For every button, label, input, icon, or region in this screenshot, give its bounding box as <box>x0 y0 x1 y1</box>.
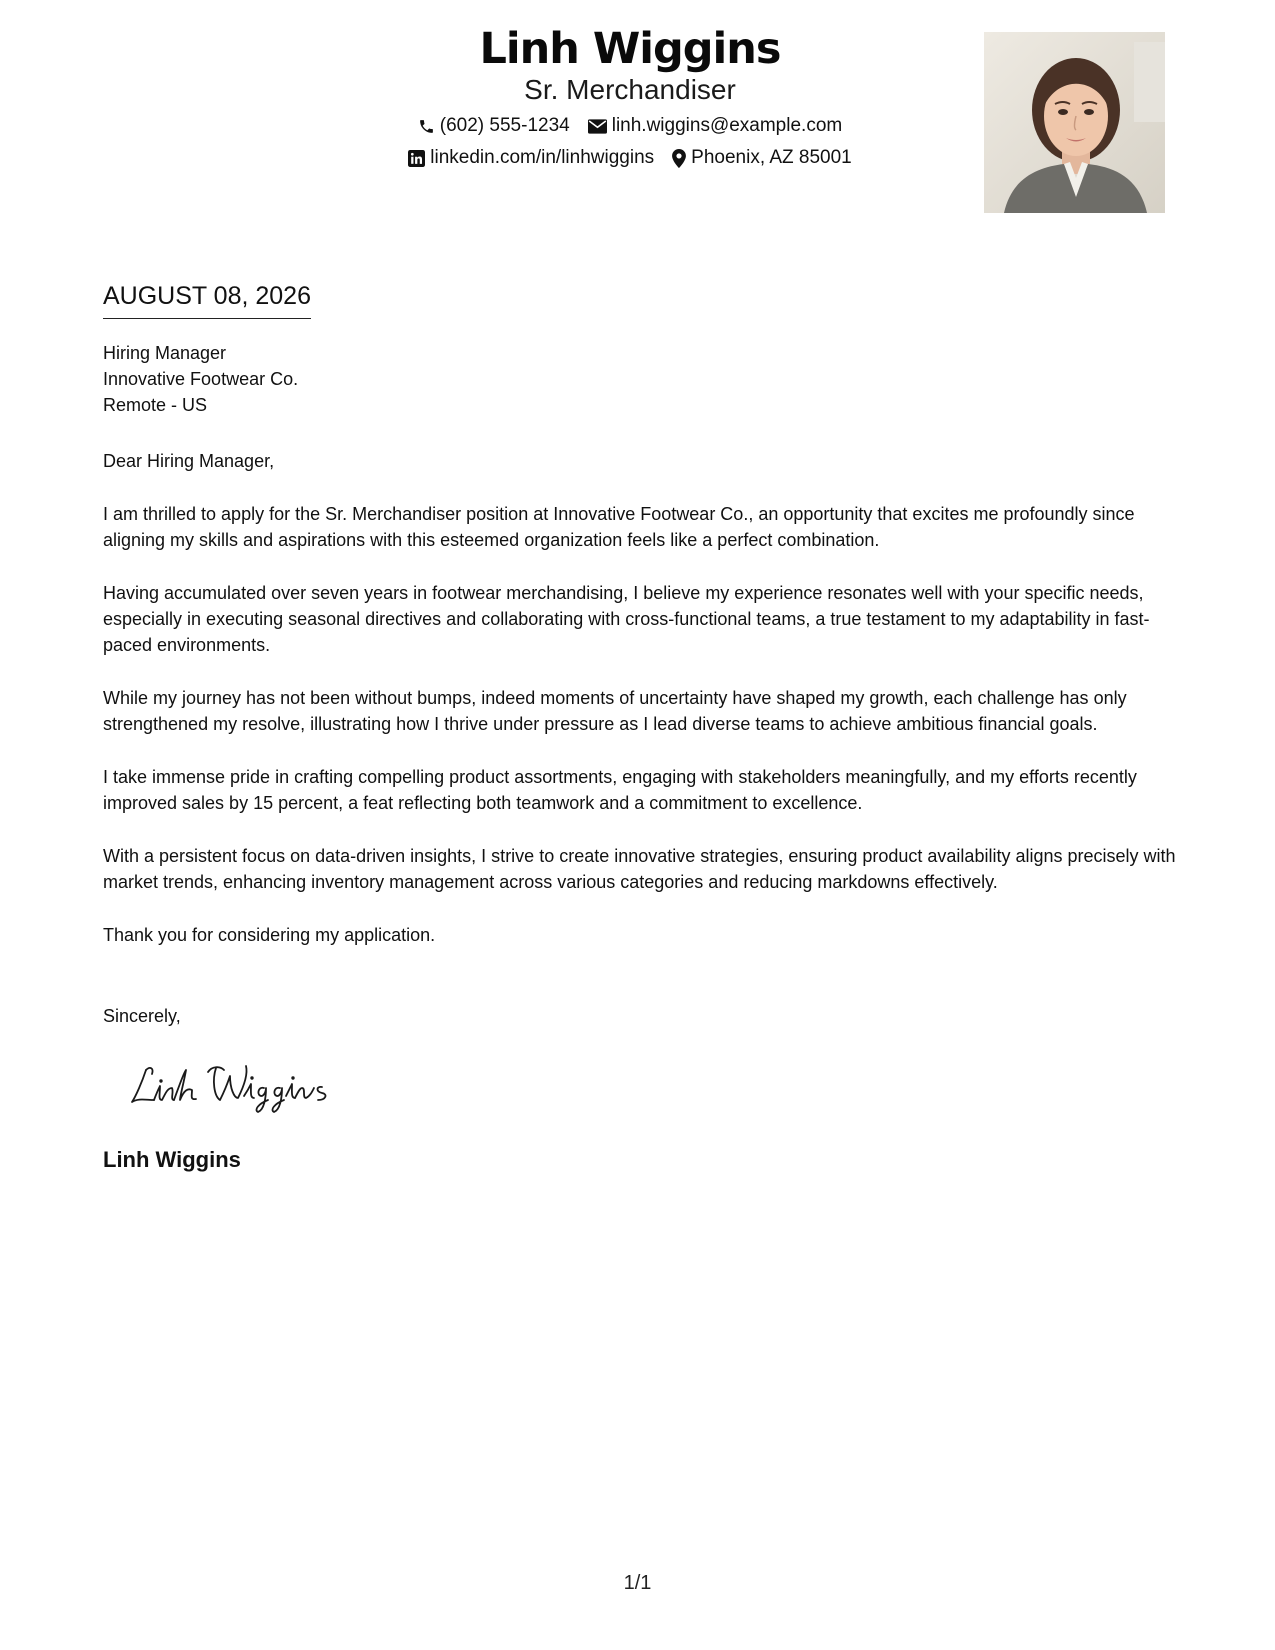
paragraph-2: Having accumulated over seven years in footwear merchandising, I believe my experience resonates well with your specific needs, especially in executing seasonal directives and collaborating with cross-functional teams, a true testament to my adaptability in fast-paced environments. <box>103 583 1150 655</box>
linkedin-icon <box>408 150 425 167</box>
closing: Sincerely, <box>103 1006 181 1026</box>
recipient-line-2: Innovative Footwear Co. <box>103 369 299 389</box>
handwritten-signature <box>124 1056 344 1116</box>
recipient-block <box>103 340 298 418</box>
paragraph-1: I am thrilled to apply for the Sr. Merchandiser position at Innovative Footwear Co., an opportunity that excites me profoundly since aligning my skills and aspirations with this esteemed organization feels like a perfect combination. <box>103 504 1135 550</box>
paragraph-3: While my journey has not been without bumps, indeed moments of uncertainty have shaped my growth, each challenge has only strengthened my resolve, illustrating how I thrive under pressure as I lead diverse teams to achieve ambitious financial goals. <box>103 688 1127 734</box>
paragraph-4: I take immense pride in crafting compelling product assortments, engaging with stakeholders meaningfully, and my efforts recently improved sales by 15 percent, a feat reflecting both teamwork and a commitment to excellence. <box>103 767 1137 813</box>
phone-icon <box>418 118 435 135</box>
headshot-illustration <box>984 32 1165 213</box>
linkedin-contact[interactable] <box>408 146 654 170</box>
signed-name: Linh Wiggins <box>103 1147 241 1172</box>
linkedin-text: linkedin.com/in/linhwiggins <box>430 147 655 168</box>
recipient-line-1: Hiring Manager <box>103 343 227 363</box>
greeting: Dear Hiring Manager, <box>103 451 275 471</box>
phone-text: (602) 555-1234 <box>439 115 570 136</box>
headshot-photo <box>984 32 1165 213</box>
paragraph-5: With a persistent focus on data-driven insights, I strive to create innovative strategies, ensuring product availability aligns precisely with market trends, enhancing inventory management across various categories and reducing markdowns effectively. <box>103 846 1176 892</box>
email-text: linh.wiggins@example.com <box>611 115 843 136</box>
applicant-title: Sr. Merchandiser <box>524 74 736 105</box>
location-text: Phoenix, AZ 85001 <box>691 147 852 168</box>
location-contact <box>672 146 852 170</box>
map-pin-icon <box>672 149 686 168</box>
letter-body <box>103 448 1183 975</box>
phone-contact[interactable] <box>418 114 570 138</box>
paragraph-6: Thank you for considering my application. <box>103 925 436 945</box>
email-contact[interactable] <box>588 114 843 138</box>
envelope-icon <box>588 119 607 134</box>
recipient-line-3: Remote - US <box>103 395 208 415</box>
letter-date: AUGUST 08, 2026 <box>103 280 311 319</box>
page-number: 1/1 <box>623 1572 652 1594</box>
applicant-name: Linh Wiggins <box>479 24 781 74</box>
